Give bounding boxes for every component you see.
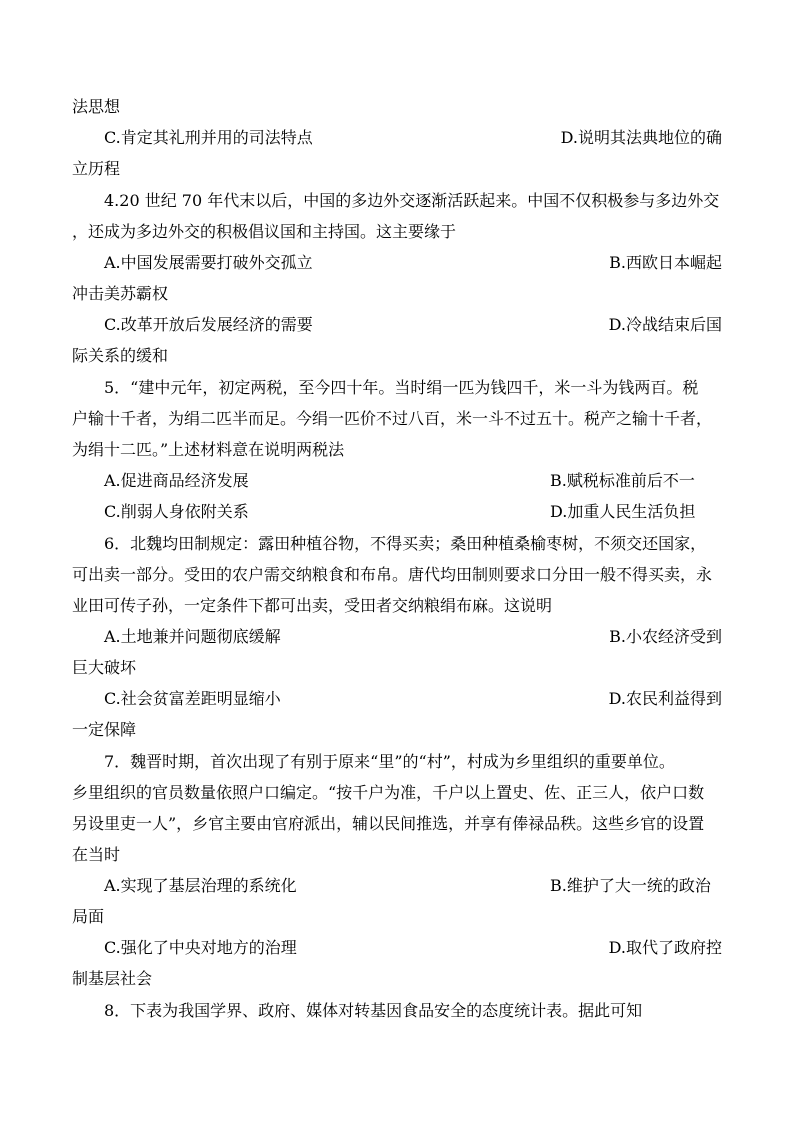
- option-row: [104, 621, 722, 652]
- option-a: A.中国发展需要打破外交孤立: [104, 253, 313, 272]
- option-row: [104, 465, 722, 496]
- option-row: [104, 122, 722, 153]
- option-d: D.农民利益得到: [608, 689, 722, 708]
- option-c: C.社会贫富差距明显缩小: [104, 689, 281, 708]
- text-line: 制基层社会: [72, 969, 153, 988]
- question-5-stem-cont: 为绢十二匹。”上述材料意在说明两税法: [72, 440, 345, 459]
- question-5-stem-cont: 户输十千者，为绢二匹半而足。今绢一匹价不过八百，米一斗不过五十。税产之输十千者，: [72, 409, 713, 428]
- option-b: B.小农经济受到: [609, 627, 722, 646]
- option-b: B.西欧日本崛起: [609, 253, 722, 272]
- text-line: 际关系的缓和: [72, 346, 169, 365]
- text-line: 立历程: [72, 159, 121, 178]
- option-d: D.加重人民生活负担: [550, 502, 696, 521]
- option-b: B.赋税标准前后不一: [550, 471, 695, 490]
- option-row: [104, 932, 722, 963]
- option-c: C.肯定其礼刑并用的司法特点: [104, 128, 313, 147]
- question-4-stem-cont: ，还成为多边外交的积极倡议国和主持国。这主要缘于: [72, 222, 457, 241]
- option-c: C.强化了中央对地方的治理: [104, 938, 297, 957]
- option-d: D.取代了政府控: [608, 938, 722, 957]
- option-row: [104, 870, 722, 901]
- question-7-stem-cont: 在当时: [72, 845, 121, 864]
- text-line: 一定保障: [72, 720, 137, 739]
- question-5-stem: 5．“建中元年，初定两税，至今四十年。当时绢一匹为钱四千，米一斗为钱两百。税: [104, 378, 699, 397]
- option-d: D.说明其法典地位的确: [560, 128, 722, 147]
- option-c: C.改革开放后发展经济的需要: [104, 315, 313, 334]
- text-line: 巨大破坏: [72, 658, 137, 677]
- question-6-stem-cont: 业田可传子孙，一定条件下都可出卖，受田者交纳粮绢布麻。这说明: [72, 596, 553, 615]
- question-6-stem-cont: 可出卖一部分。受田的农户需交纳粮食和布帛。唐代均田制则要求口分田一般不得买卖，永: [72, 565, 713, 584]
- option-row: [104, 247, 722, 278]
- option-b: B.维护了大一统的政治: [550, 876, 711, 895]
- question-6-stem: 6．北魏均田制规定：露田种植谷物，不得买卖；桑田种植桑榆枣树，不须交还国家，: [104, 534, 707, 553]
- option-d: D.冷战结束后国: [608, 315, 722, 334]
- question-7-stem: 7．魏晋时期，首次出现了有别于原来“里”的“村”，村成为乡里组织的重要单位。: [104, 752, 675, 771]
- option-a: A.促进商品经济发展: [104, 471, 249, 490]
- option-c: C.削弱人身依附关系: [104, 502, 249, 521]
- option-a: A.实现了基层治理的系统化: [104, 876, 297, 895]
- question-7-stem-cont: 乡里组织的官员数量依照户口编定。“按千户为准，千户以上置史、佐、正三人，依户口数: [72, 783, 705, 802]
- text-line: 冲击美苏霸权: [72, 284, 169, 303]
- question-7-stem-cont: 另设里吏一人”，乡官主要由官府派出，辅以民间推选，并享有俸禄品秩。这些乡官的设置: [72, 814, 705, 833]
- option-a: A.土地兼并问题彻底缓解: [104, 627, 281, 646]
- text-line: 局面: [72, 907, 105, 926]
- text-line: 法思想: [72, 97, 121, 116]
- option-row: [104, 683, 722, 714]
- option-row: [104, 496, 722, 527]
- question-4-stem: 4.20 世纪 70 年代末以后，中国的多边外交逐渐活跃起来。中国不仅积极参与多边外交: [104, 191, 720, 210]
- question-8-stem: 8．下表为我国学界、政府、媒体对转基因食品安全的态度统计表。据此可知: [104, 1001, 643, 1020]
- option-row: [104, 309, 722, 340]
